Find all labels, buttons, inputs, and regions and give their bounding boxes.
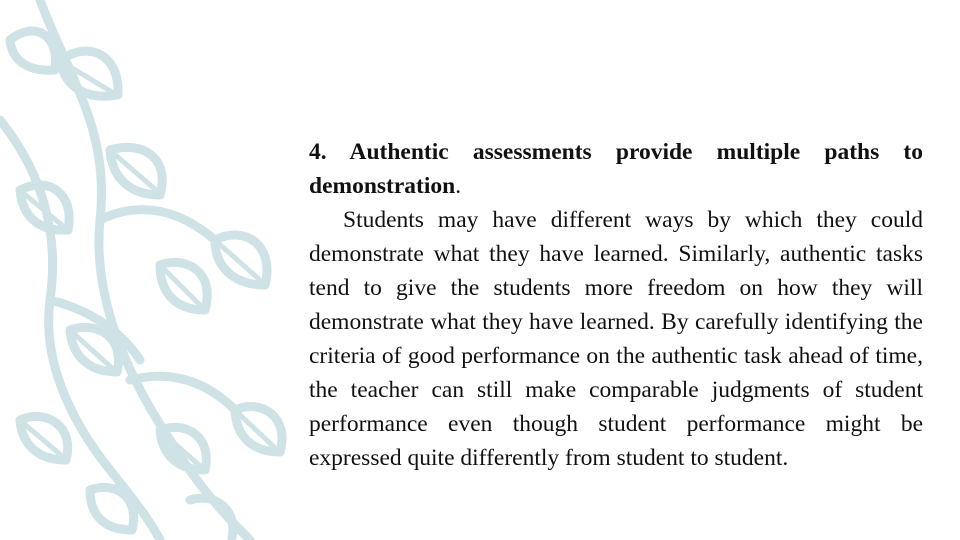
leafy-vine-icon xyxy=(0,0,300,540)
heading-text: 4. Authentic assessments provide multiple paths to demonstration xyxy=(309,139,923,199)
heading-period: . xyxy=(455,173,462,199)
content-text-block xyxy=(309,135,923,475)
body-paragraph: Students may have different ways by which they could demonstrate what they have learned. Similarly, authentic tasks tend to give the students more freedom on how they will demonstrate what they have learned. By carefully identifying the criteria of good performance on the authentic task ahead of time, the teacher can still make comparable judgments of student performance even though student performance might be expressed quite differently from student to student. xyxy=(309,207,923,471)
slide-heading xyxy=(309,135,923,203)
